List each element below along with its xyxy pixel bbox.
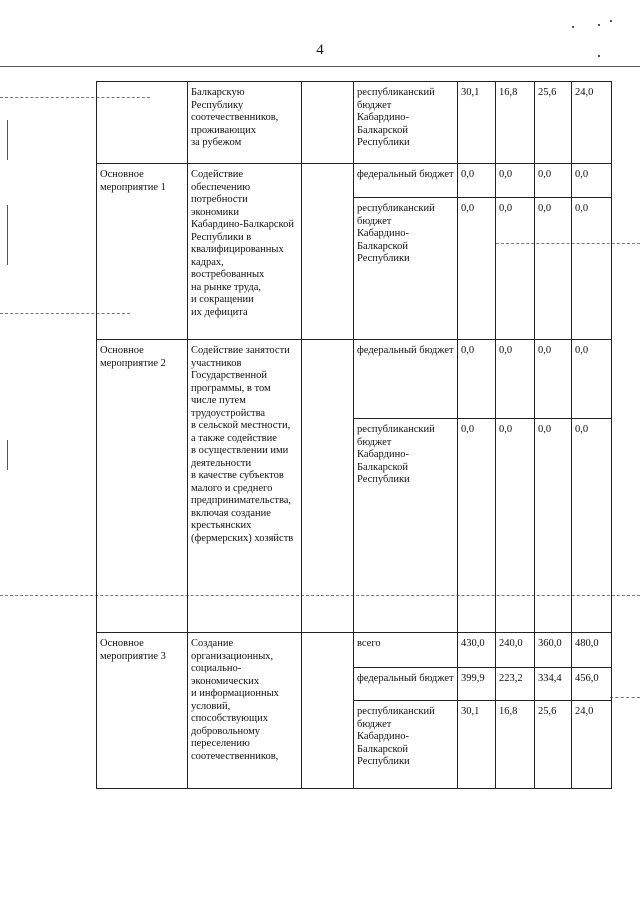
funding-source: республиканский бюджет Кабардино- Балкарской Республики <box>354 82 458 164</box>
value-cell: 334,4 <box>535 668 572 701</box>
funding-source: всего <box>354 633 458 668</box>
value-cell: 0,0 <box>458 340 496 419</box>
activity-description: Создание организационных, социально- экономических и информационных условий, способствующих добровольному переселению соотечественников, <box>188 633 302 789</box>
value-cell: 0,0 <box>496 419 535 633</box>
value-cell: 0,0 <box>458 198 496 340</box>
scan-artifact-line <box>7 440 8 470</box>
funding-source: республиканский бюджет Кабардино- Балкарской Республики <box>354 419 458 633</box>
value-cell: 360,0 <box>535 633 572 668</box>
value-cell: 0,0 <box>458 164 496 198</box>
empty-cell <box>302 164 354 340</box>
activity-description: Балкарскую Республику соотечественников, проживающих за рубежом <box>188 82 302 164</box>
value-cell: 0,0 <box>572 198 612 340</box>
funding-source: республиканский бюджет Кабардино- Балкарской Республики <box>354 701 458 789</box>
empty-cell <box>302 82 354 164</box>
value-cell: 430,0 <box>458 633 496 668</box>
value-cell: 399,9 <box>458 668 496 701</box>
page-number: 4 <box>316 42 324 58</box>
funding-source: федеральный бюджет <box>354 668 458 701</box>
activity-name: Основное мероприятие 3 <box>97 633 188 789</box>
value-cell: 0,0 <box>572 419 612 633</box>
scan-artifact-dot <box>610 20 612 22</box>
table-row <box>97 340 612 419</box>
value-cell: 0,0 <box>535 164 572 198</box>
value-cell: 0,0 <box>572 340 612 419</box>
scan-artifact-line <box>7 205 8 265</box>
value-cell: 24,0 <box>572 82 612 164</box>
value-cell: 223,2 <box>496 668 535 701</box>
funding-table <box>96 81 612 789</box>
value-cell: 25,6 <box>535 701 572 789</box>
value-cell: 0,0 <box>535 340 572 419</box>
scan-artifact-dot <box>598 55 600 57</box>
value-cell: 30,1 <box>458 701 496 789</box>
table-row <box>97 164 612 198</box>
value-cell: 0,0 <box>496 198 535 340</box>
empty-cell <box>302 340 354 633</box>
value-cell: 30,1 <box>458 82 496 164</box>
value-cell: 16,8 <box>496 82 535 164</box>
value-cell: 480,0 <box>572 633 612 668</box>
activity-name <box>97 82 188 164</box>
value-cell: 456,0 <box>572 668 612 701</box>
activity-name: Основное мероприятие 1 <box>97 164 188 340</box>
activity-description: Содействие занятости участников Государственной программы, в том числе путем трудоустройства в сельской местности, а также содействие в осуществлении ими деятельности в качестве субъектов малого и среднего предпринимательства, включая создание крестьянских (фермерских) хозяйств <box>188 340 302 633</box>
value-cell: 16,8 <box>496 701 535 789</box>
activity-name: Основное мероприятие 2 <box>97 340 188 633</box>
empty-cell <box>302 633 354 789</box>
activity-description: Содействие обеспечению потребности экономики Кабардино-Балкарской Республики в квалифицированных кадрах, востребованных на рынке труда, и сокращении их дефицита <box>188 164 302 340</box>
value-cell: 0,0 <box>572 164 612 198</box>
scan-artifact-line <box>7 120 8 160</box>
funding-source: федеральный бюджет <box>354 340 458 419</box>
value-cell: 240,0 <box>496 633 535 668</box>
table-row <box>97 633 612 668</box>
funding-source: республиканский бюджет Кабардино- Балкарской Республики <box>354 198 458 340</box>
value-cell: 0,0 <box>496 164 535 198</box>
funding-source: федеральный бюджет <box>354 164 458 198</box>
scan-artifact-line <box>610 697 640 698</box>
value-cell: 0,0 <box>458 419 496 633</box>
value-cell: 0,0 <box>535 198 572 340</box>
value-cell: 24,0 <box>572 701 612 789</box>
scan-artifact-dot <box>598 24 600 26</box>
value-cell: 25,6 <box>535 82 572 164</box>
scan-artifact-line <box>0 66 640 67</box>
scan-artifact-dot <box>572 26 574 28</box>
value-cell: 0,0 <box>535 419 572 633</box>
table-row <box>97 82 612 164</box>
value-cell: 0,0 <box>496 340 535 419</box>
